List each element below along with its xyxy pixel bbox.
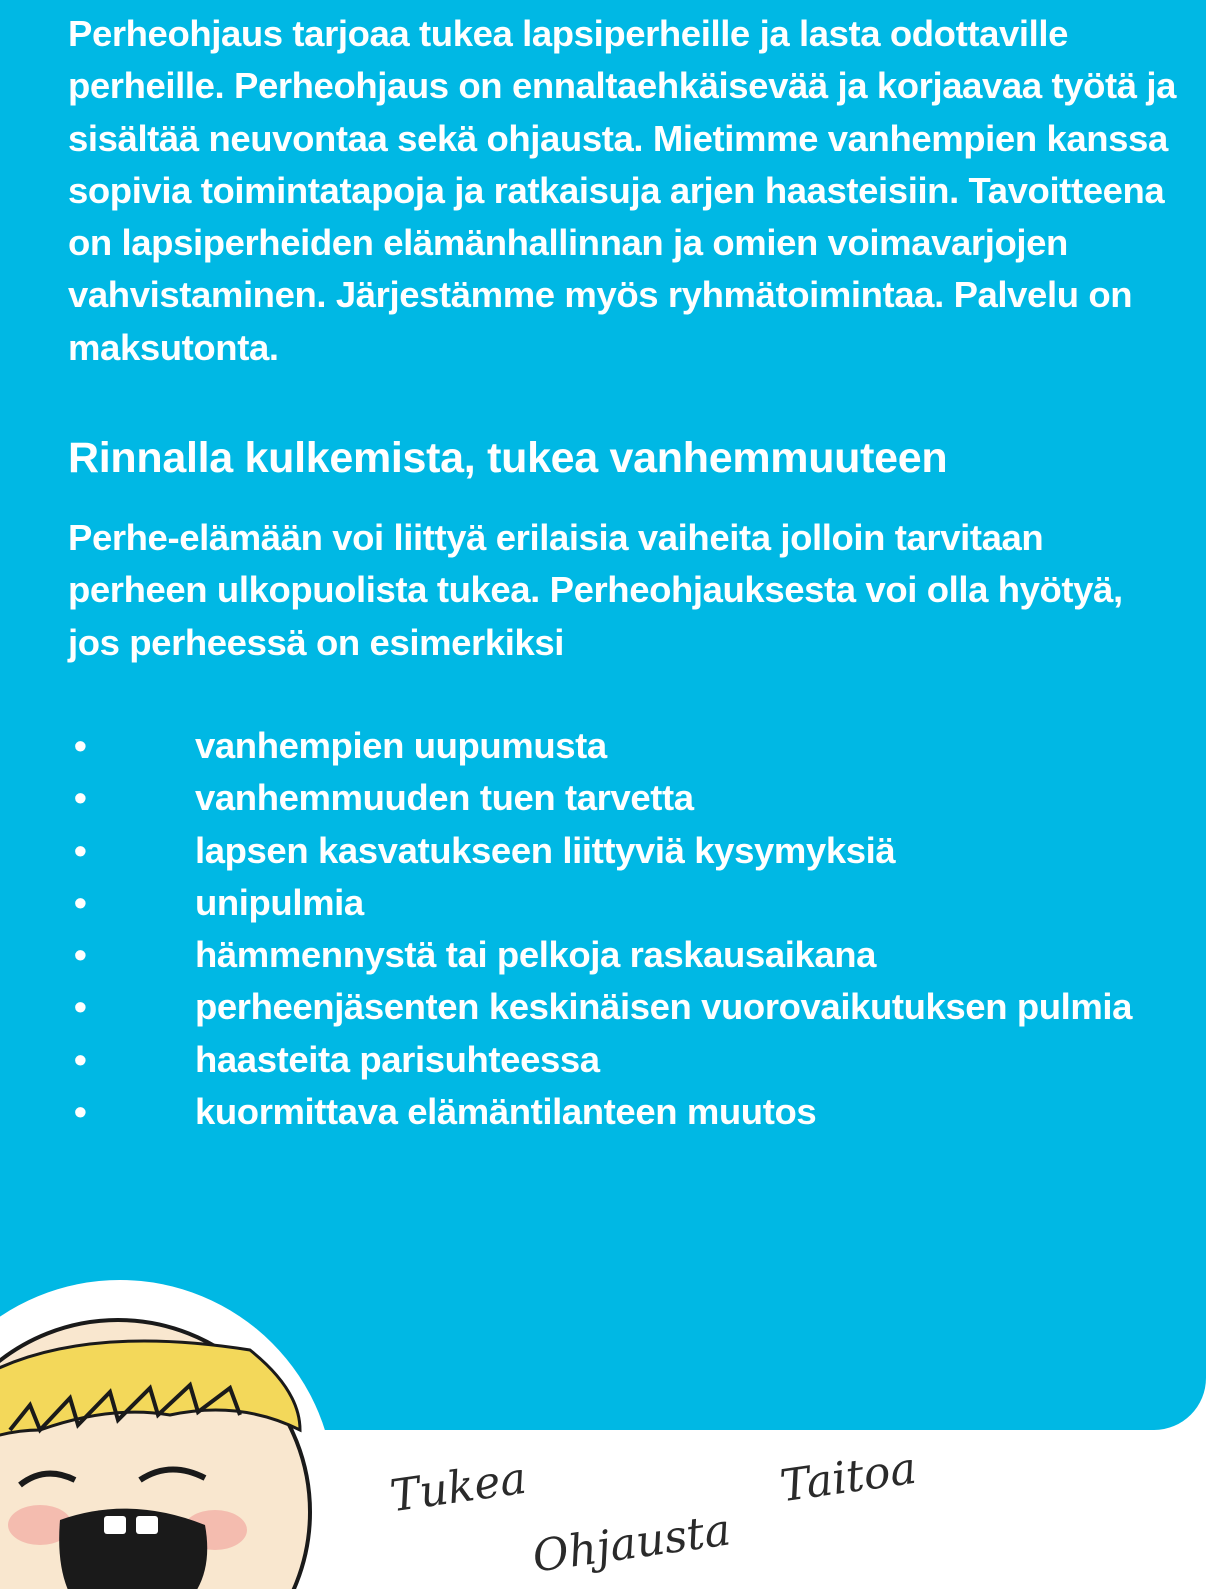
list-item <box>68 877 1132 929</box>
list-item-text: lapsen kasvatukseen liittyviä kysymyksiä <box>195 829 896 871</box>
list-item-text: vanhempien uupumusta <box>195 725 607 766</box>
section-lead: Perhe-elämään voi liittyä erilaisia vaiheita jolloin tarvitaan perheen ulkopuolista tukea. Perheohjauksesta voi olla hyötyä, jos perheessä on esimerkiksi <box>68 517 1123 663</box>
handwritten-word-tukea: Tukea <box>387 1452 530 1523</box>
child-illustration <box>0 1280 360 1589</box>
situation-list <box>68 720 1132 1138</box>
list-item-text: vanhemmuuden tuen tarvetta <box>195 777 694 819</box>
bullet-icon: • <box>74 777 87 819</box>
list-item-text: perheenjäsenten keskinäisen vuorovaikutuksen pulmia <box>195 986 1133 1028</box>
handwritten-word-ohjausta: Ohjausta <box>529 1504 734 1583</box>
intro-paragraph: Perheohjaus tarjoaa tukea lapsiperheille ja lasta odottaville perheille. Perheohjaus on ennaltaehkäisevää ja korjaavaa työtä ja sisältää neuvontaa sekä ohjausta. Mietimme vanhempien kanssa sopivia toimintatapoja ja ratkaisuja arjen haasteisiin. Tavoitteena on lapsiperheiden elämänhallinnan ja omien voimavarjojen vahvistaminen. Järjestämme myös ryhmätoimintaa. Palvelu on maksutonta. <box>68 13 1177 368</box>
list-item-text: kuormittava elämäntilanteen muutos <box>195 1091 817 1133</box>
list-item <box>68 825 1132 877</box>
handwritten-word-taitoa: Taitoa <box>777 1442 920 1513</box>
bullet-icon: • <box>74 1091 87 1133</box>
list-item <box>68 929 1132 981</box>
list-item-text: hämmennystä tai pelkoja raskausaikana <box>195 934 877 976</box>
list-item-text: unipulmia <box>195 881 364 923</box>
list-item <box>68 772 1132 824</box>
list-item <box>68 1086 1132 1138</box>
bullet-icon: • <box>74 725 87 766</box>
bullet-icon: • <box>74 881 87 923</box>
list-item <box>68 1034 1132 1086</box>
section-heading: Rinnalla kulkemista, tukea vanhemmuuteen <box>68 434 948 482</box>
list-item <box>68 981 1132 1033</box>
list-item <box>68 720 1132 772</box>
bullet-icon: • <box>74 1038 87 1080</box>
bullet-icon: • <box>74 986 87 1028</box>
bullet-icon: • <box>74 934 87 976</box>
bullet-icon: • <box>74 829 87 871</box>
list-item-text: haasteita parisuhteessa <box>195 1038 600 1080</box>
